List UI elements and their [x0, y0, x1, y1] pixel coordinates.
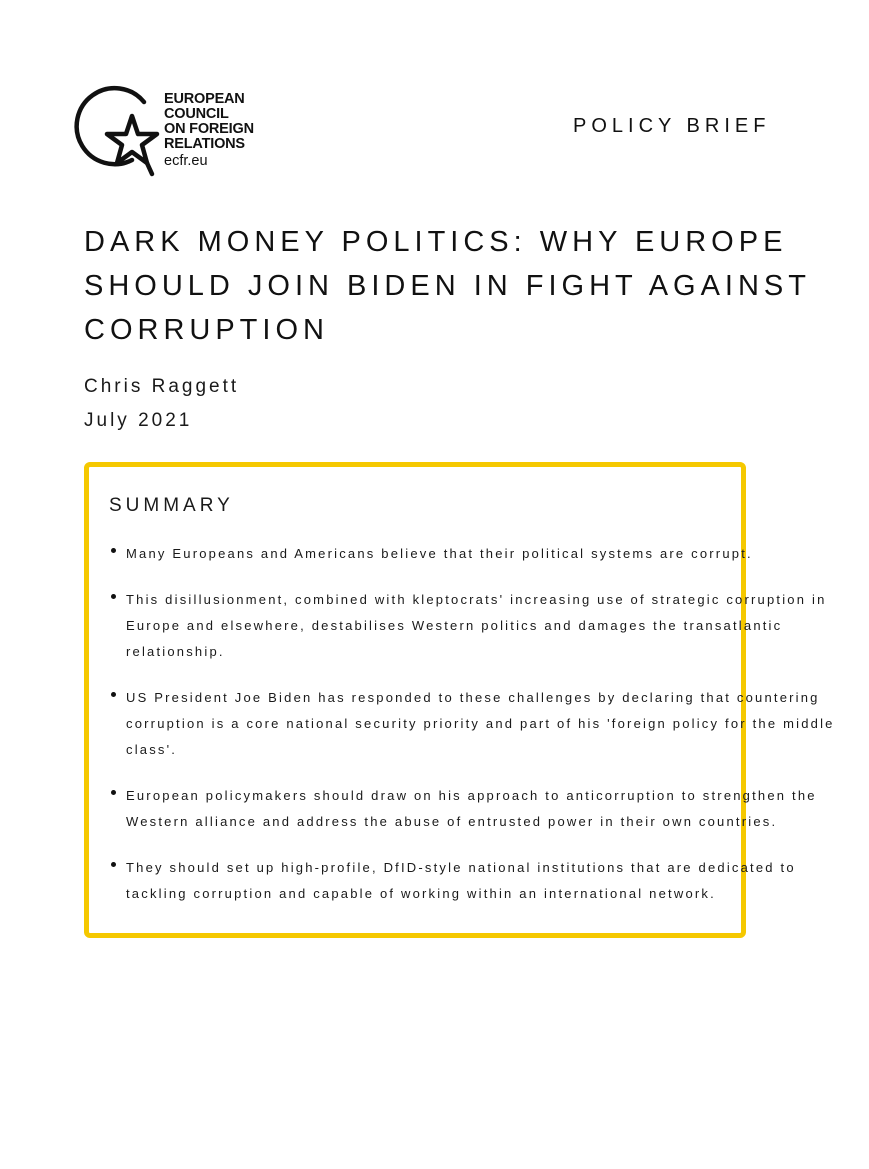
logo-line: ON FOREIGN [164, 121, 254, 137]
star-circle-icon [74, 82, 160, 178]
page-title [84, 220, 827, 352]
logo-line: RELATIONS [164, 136, 245, 152]
summary-heading: SUMMARY [109, 495, 234, 516]
summary-bullet [109, 855, 869, 907]
author-name: Chris Raggett [84, 376, 240, 397]
bullet-line: Europe and elsewhere, destabilises Western politics and damages the transatlantic [126, 618, 783, 633]
document-type: POLICY BRIEF [573, 115, 771, 137]
title-line: SHOULD JOIN BIDEN IN FIGHT AGAINST [84, 270, 811, 302]
summary-bullet [109, 541, 869, 567]
bullet-line: This disillusionment, combined with kleptocrats' increasing use of strategic corruption in [126, 592, 827, 607]
bullet-line: Western alliance and address the abuse of entrusted power in their own countries. [126, 814, 778, 829]
bullet-line: relationship. [126, 644, 225, 659]
bullet-line: corruption is a core national security priority and part of his 'foreign policy for the middle [126, 716, 835, 731]
summary-bullet [109, 685, 869, 763]
title-line: DARK MONEY POLITICS: WHY EUROPE [84, 226, 788, 258]
bullet-line: European policymakers should draw on his approach to anticorruption to strengthen the [126, 788, 817, 803]
logo-line: COUNCIL [164, 106, 229, 122]
title-line: CORRUPTION [84, 314, 329, 346]
publication-date: July 2021 [84, 410, 193, 431]
logo-line: EUROPEAN [164, 91, 245, 107]
summary-list [109, 541, 869, 927]
bullet-line: Many Europeans and Americans believe that their political systems are corrupt. [126, 546, 753, 561]
bullet-line: tackling corruption and capable of working within an international network. [126, 886, 716, 901]
bullet-line: They should set up high-profile, DfID-style national institutions that are dedicated to [126, 860, 796, 875]
summary-bullet [109, 783, 869, 835]
logo-url: ecfr.eu [164, 153, 208, 169]
summary-bullet [109, 587, 869, 665]
logo-wordmark [164, 92, 254, 152]
ecfr-logo [74, 82, 274, 180]
summary-box [84, 462, 835, 938]
bullet-line: class'. [126, 742, 178, 757]
bullet-line: US President Joe Biden has responded to these challenges by declaring that countering [126, 690, 820, 705]
